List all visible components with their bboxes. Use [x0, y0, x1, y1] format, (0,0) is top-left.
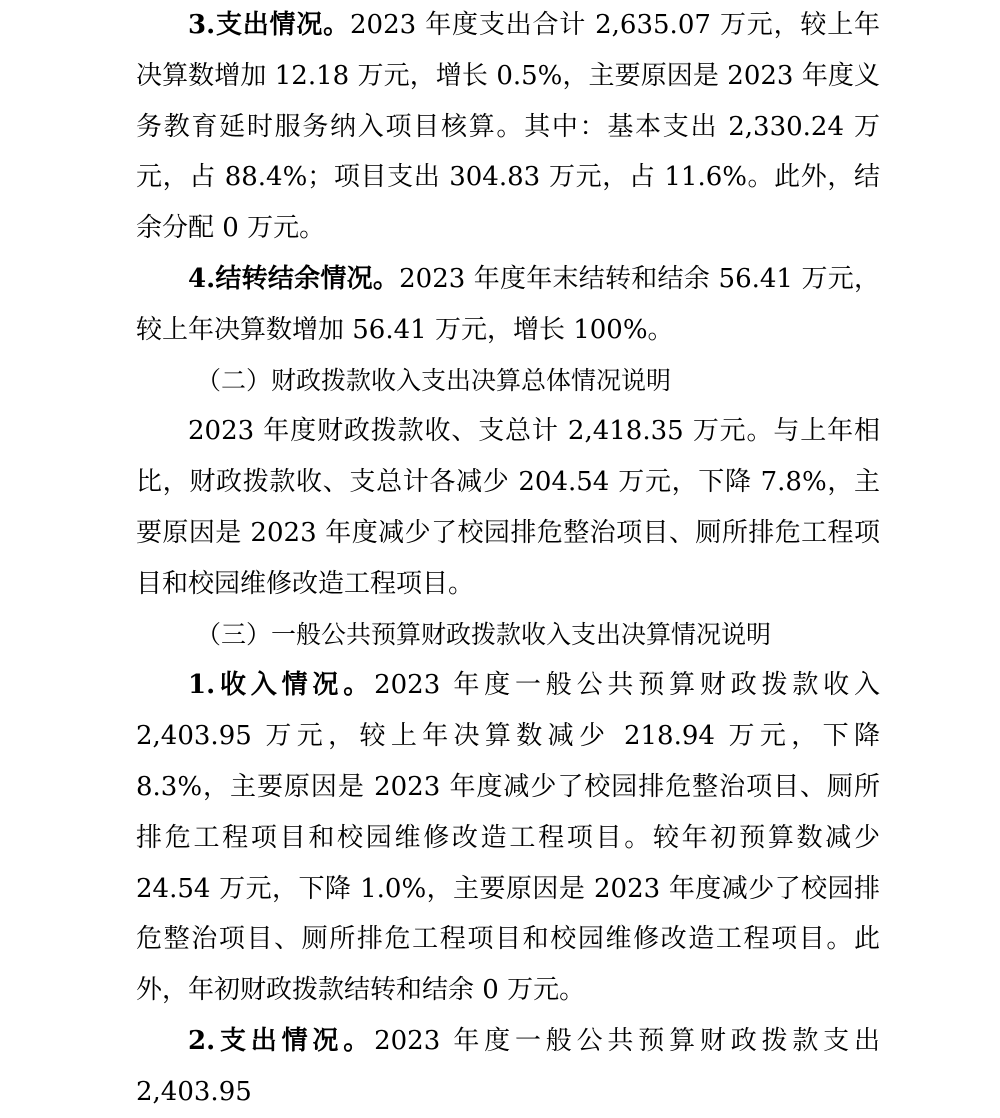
paragraph-expenditure	[136, 0, 880, 254]
paragraph-body: 2023 年度一般公共预算财政拨款收入 2,403.95 万元，较上年决算数减少 218.94 万元，下降 8.3%，主要原因是 2023 年度减少了校园排危整治项目、厕所排危工程项目和校园维修改造工程项目。较年初预算数减少 24.54 万元，下降 1.0%，主要原因是 2023 年度减少了校园排危整治项目、厕所排危工程项目和校园维修改造工程项目。此外，年初财政拨款结转和结余 0 万元。	[136, 670, 880, 1006]
section-heading-fiscal-overview: （二）财政拨款收入支出决算总体情况说明	[196, 365, 672, 395]
paragraph-general-expenditure	[136, 1016, 880, 1118]
section-heading-general-budget: （三）一般公共预算财政拨款收入支出决算情况说明	[196, 619, 772, 649]
paragraph-lead: 1.收入情况。	[188, 670, 375, 701]
paragraph-lead: 4.结转结余情况。	[188, 263, 400, 294]
paragraph-body: 2023 年度支出合计 2,635.07 万元，较上年决算数增加 12.18 万元，增长 0.5%，主要原因是 2023 年度义务教育延时服务纳入项目核算。其中：基本支出 2,330.24 万元，占 88.4%；项目支出 304.83 万元，占 11.6%。此外，结余分配 0 万元。	[136, 10, 880, 244]
paragraph-body: 2023 年度财政拨款收、支总计 2,418.35 万元。与上年相比，财政拨款收、支总计各减少 204.54 万元，下降 7.8%，主要原因是 2023 年度减少了校园排危整治项目、厕所排危工程项目和校园维修改造工程项目。	[136, 416, 880, 599]
paragraph-body: 2023 年度年末结转和结余 56.41 万元，较上年决算数增加 56.41 万元，增长 100%。	[136, 263, 880, 345]
paragraph-carryover	[136, 254, 880, 356]
paragraph-lead: 2.支出情况。	[188, 1025, 375, 1056]
paragraph-lead: 3.支出情况。	[188, 10, 350, 40]
paragraph-income	[136, 660, 880, 1016]
paragraph-body: 2023 年度一般公共预算财政拨款支出 2,403.95	[136, 1025, 880, 1107]
document-page	[136, 0, 880, 1118]
paragraph-fiscal-overview	[136, 406, 880, 609]
